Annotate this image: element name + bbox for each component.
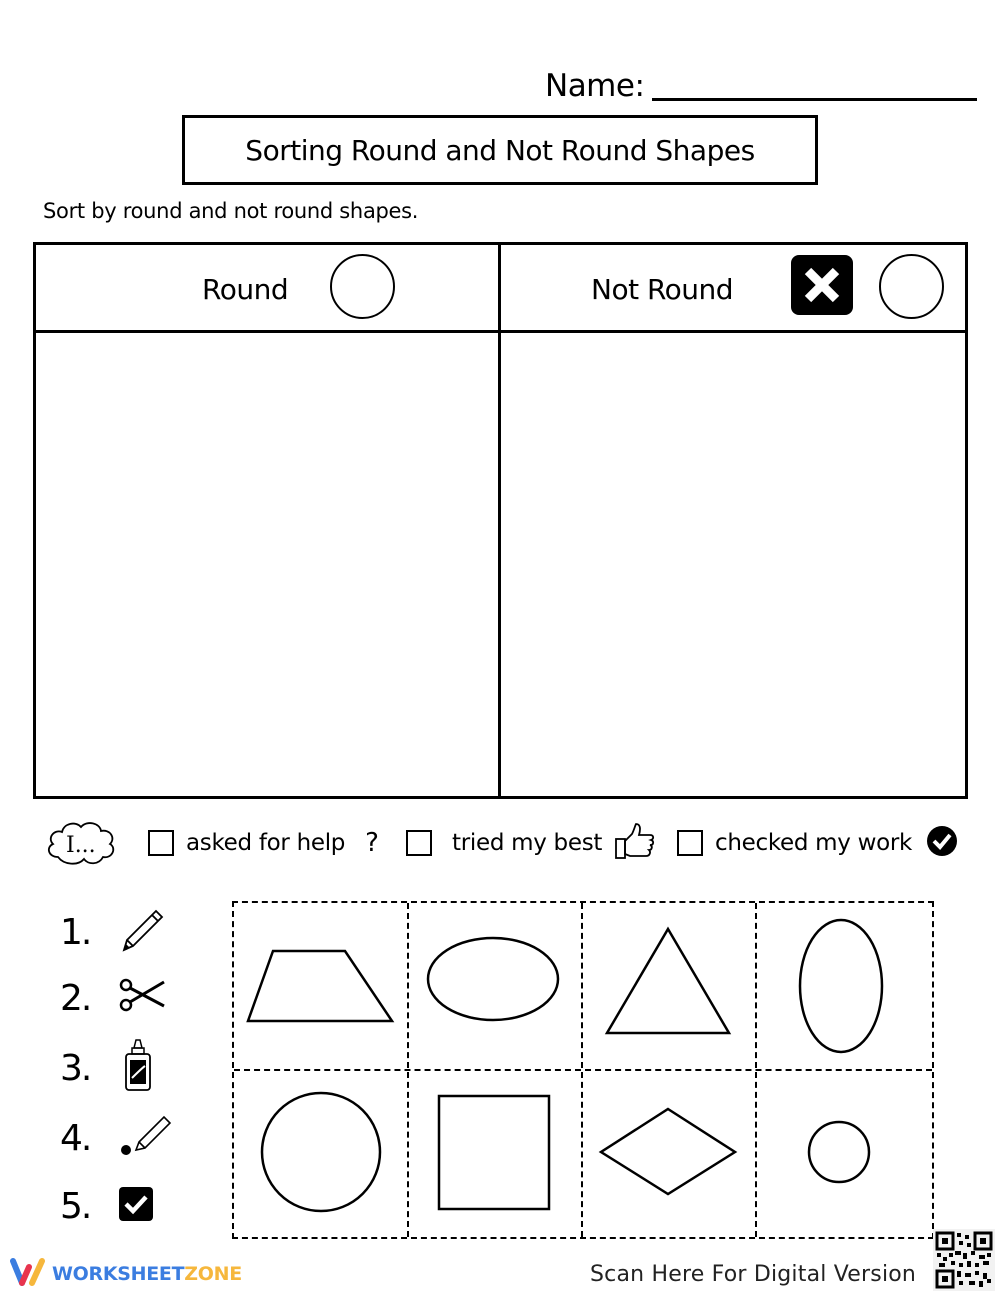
check-circle-icon [926, 825, 958, 861]
step-5 [60, 1176, 180, 1236]
step-4 [60, 1108, 180, 1168]
step-number: 3. [60, 1047, 91, 1089]
round-column-label: Round [202, 272, 289, 306]
instructions: Sort by round and not round shapes. [43, 199, 419, 223]
shape-trapezoid[interactable] [234, 903, 407, 1069]
not-round-drop-area[interactable] [501, 336, 968, 796]
shape-square[interactable] [407, 1069, 581, 1237]
tried-best-label: tried my best [452, 830, 603, 856]
shape-vertical-oval[interactable] [755, 903, 933, 1069]
asked-help-label: asked for help [186, 830, 346, 856]
step-number: 2. [60, 977, 91, 1019]
empty-circle-icon [330, 254, 395, 319]
round-drop-area[interactable] [36, 336, 498, 796]
shape-triangle[interactable] [581, 903, 755, 1069]
thumbs-up-icon [614, 822, 656, 864]
checkbox-checked-icon [118, 1186, 154, 1226]
step-2 [60, 968, 180, 1028]
scan-text: Scan Here For Digital Version [590, 1262, 917, 1287]
self-check-row [44, 818, 974, 868]
checklist-item-tried-best[interactable] [406, 818, 656, 868]
cloud-text: I... [66, 833, 96, 858]
shape-small-circle[interactable] [755, 1069, 933, 1237]
logo-w-icon [10, 1258, 46, 1290]
name-write-line[interactable] [652, 98, 977, 101]
step-3 [60, 1038, 180, 1098]
round-column-header [36, 245, 498, 333]
shape-horizontal-oval[interactable] [407, 903, 581, 1069]
scissors-icon [118, 976, 166, 1020]
page-title: Sorting Round and Not Round Shapes [245, 133, 755, 167]
tried-best-checkbox[interactable] [406, 830, 432, 856]
qr-code-icon[interactable] [933, 1229, 995, 1291]
title-box [182, 115, 818, 185]
pencil-icon [118, 906, 166, 958]
name-field[interactable] [545, 66, 977, 106]
cutout-grid [232, 901, 934, 1239]
step-1 [60, 902, 180, 962]
asked-help-checkbox[interactable] [148, 830, 174, 856]
brand-part1: WORKSHEET [52, 1263, 185, 1285]
not-round-column-header [501, 245, 968, 333]
brand-part2: ZONE [184, 1263, 242, 1285]
checklist-item-checked-work[interactable] [677, 818, 958, 868]
shape-rhombus[interactable] [581, 1069, 755, 1237]
pencil-dot-icon [118, 1112, 174, 1164]
checked-work-checkbox[interactable] [677, 830, 703, 856]
cloud-icon [44, 818, 118, 868]
step-number: 5. [60, 1185, 91, 1227]
checked-work-label: checked my work [715, 830, 913, 856]
name-label: Name: [545, 68, 645, 104]
checklist-item-asked-help[interactable] [148, 818, 379, 868]
step-number: 4. [60, 1117, 91, 1159]
sort-table [33, 242, 968, 799]
step-number: 1. [60, 911, 91, 953]
empty-circle-icon [879, 254, 944, 319]
not-round-column-label: Not Round [591, 272, 734, 306]
shape-large-circle[interactable] [234, 1069, 407, 1237]
question-mark-icon: ? [365, 828, 379, 858]
glue-bottle-icon [118, 1038, 158, 1098]
worksheet-zone-logo[interactable] [10, 1258, 242, 1290]
x-box-icon [791, 255, 853, 315]
